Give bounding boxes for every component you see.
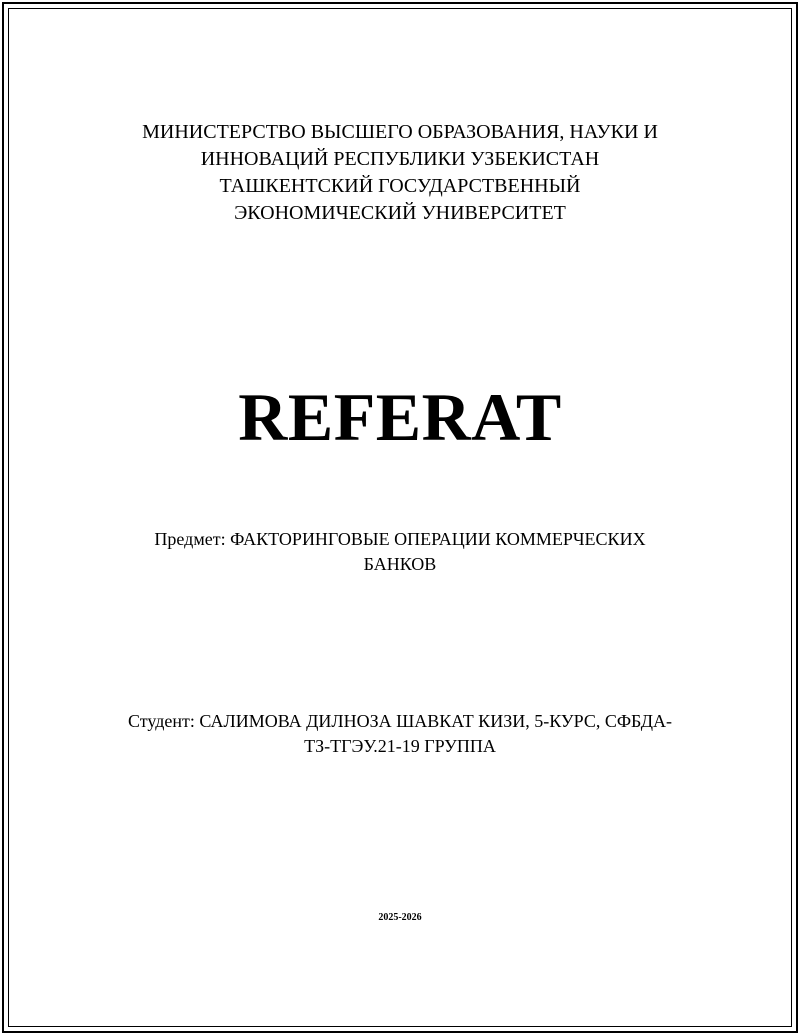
subject-block (0, 527, 800, 577)
header-line-4: ЭКОНОМИЧЕСКИЙ УНИВЕРСИТЕТ (234, 202, 566, 224)
student-line-2: ТЗ-ТГЭУ.21-19 ГРУППА (304, 736, 496, 756)
student-block (0, 709, 800, 759)
header-line-3: ТАШКЕНТСКИЙ ГОСУДАРСТВЕННЫЙ (219, 175, 581, 197)
subject-line-1: Предмет: ФАКТОРИНГОВЫЕ ОПЕРАЦИИ КОММЕРЧЕСКИХ (154, 529, 646, 549)
header-line-1: МИНИСТЕРСТВО ВЫСШЕГО ОБРАЗОВАНИЯ, НАУКИ И (142, 121, 658, 143)
document-title: REFERAT (238, 379, 562, 455)
header-line-2: ИННОВАЦИЙ РЕСПУБЛИКИ УЗБЕКИСТАН (200, 148, 600, 170)
academic-year: 2025-2026 (378, 912, 422, 923)
subject-line-2: БАНКОВ (363, 554, 437, 574)
student-line-1: Студент: САЛИМОВА ДИЛНОЗА ШАВКАТ КИЗИ, 5-КУРС, СФБДА- (128, 711, 672, 731)
institution-header (0, 119, 800, 227)
